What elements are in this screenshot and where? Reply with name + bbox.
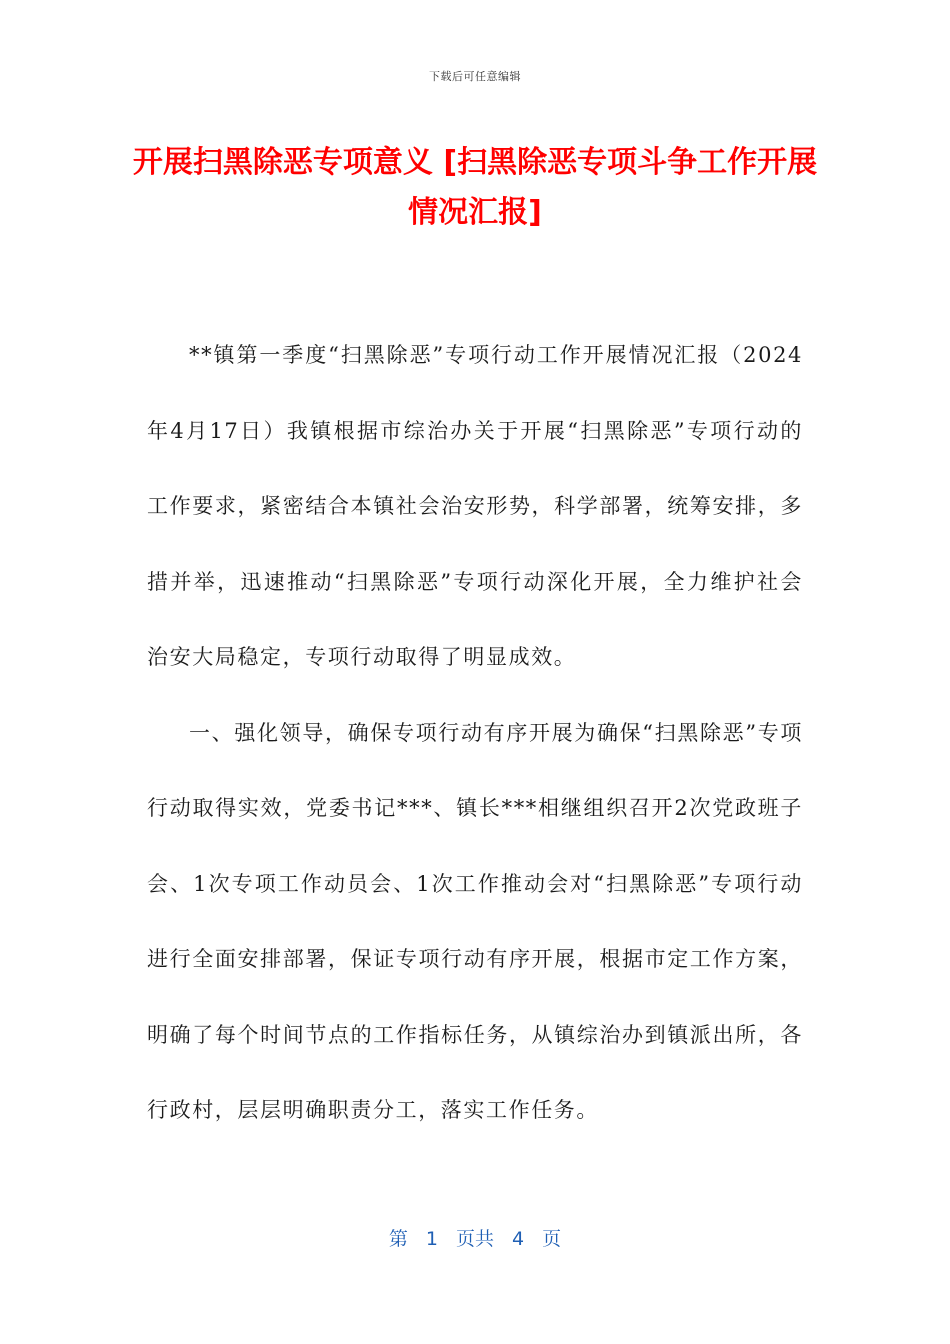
document-body — [147, 318, 803, 1149]
header-note: 下载后可任意编辑 — [429, 70, 521, 83]
page-number-footer — [0, 1224, 950, 1251]
document-title: 开展扫黑除恶专项意义 [扫黑除恶专项斗争工作开展情况汇报] — [132, 145, 818, 230]
paragraph-intro: **镇第一季度“扫黑除恶”专项行动工作开展情况汇报（2024年4月17日）我镇根据市综治办关于开展“扫黑除恶”专项行动的工作要求，紧密结合本镇社会治安形势，科学部署，统筹安排，多措并举，迅速推动“扫黑除恶”专项行动深化开展，全力维护社会治安大局稳定，专项行动取得了明显成效。 — [147, 343, 803, 669]
paragraph-section-one: 一、强化领导，确保专项行动有序开展为确保“扫黑除恶”专项行动取得实效，党委书记***、镇长***相继组织召开2次党政班子会、1次专项工作动员会、1次工作推动会对“扫黑除恶”专项行动进行全面安排部署，保证专项行动有序开展，根据市定工作方案，明确了每个时间节点的工作指标任务，从镇综治办到镇派出所，各行政村，层层明确职责分工，落实工作任务。 — [147, 720, 803, 1122]
page-number-label: 第 1 页共 4 页 — [388, 1228, 562, 1250]
